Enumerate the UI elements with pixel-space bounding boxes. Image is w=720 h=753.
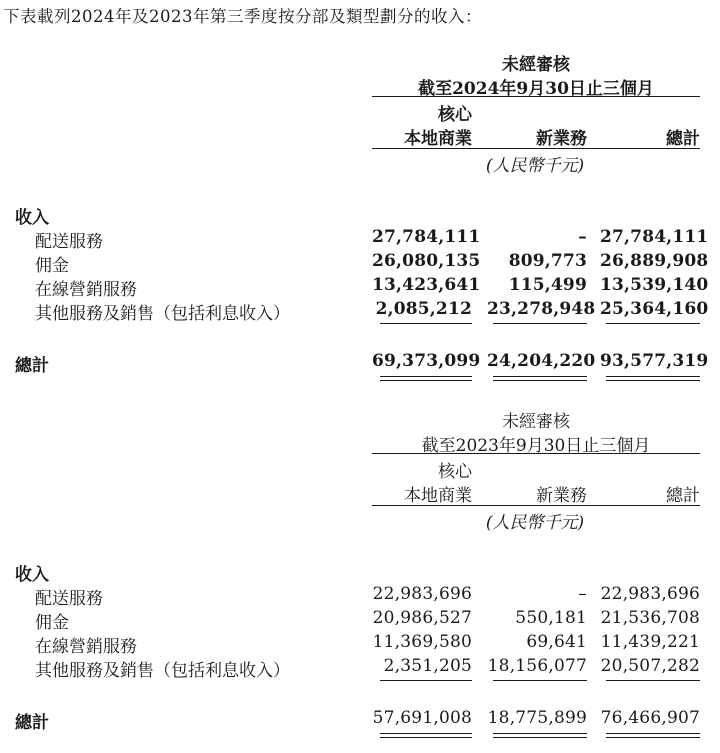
subtotal-rule-core: [380, 323, 472, 324]
cell-core: 27,784,111: [372, 227, 481, 247]
cell-new: 550,181: [515, 608, 587, 628]
unit-label: (人民幣千元): [485, 513, 585, 533]
cell-new: 23,278,948: [487, 299, 596, 319]
subtotal-rule-total: [606, 680, 700, 681]
audit-label: 未經審核: [502, 412, 570, 432]
double-rule-core: [380, 376, 472, 381]
double-rule-new: [493, 376, 587, 381]
total-new: 24,204,220: [487, 351, 596, 371]
cell-total: 25,364,160: [600, 299, 709, 319]
cell-total: 13,539,140: [600, 275, 709, 295]
cell-new: 115,499: [508, 275, 587, 295]
col-new-business: 新業務: [536, 486, 587, 506]
col-new-business: 新業務: [536, 129, 587, 149]
double-rule-core: [380, 733, 472, 738]
col-core-line1: 核心: [438, 462, 472, 482]
row-label: 其他服務及銷售（包括利息收入）: [35, 304, 290, 324]
total-label: 總計: [15, 713, 49, 733]
cell-new: 69,641: [526, 632, 587, 652]
cell-core: 11,369,580: [372, 632, 472, 652]
cell-core: 26,080,135: [372, 251, 481, 271]
total-label: 總計: [15, 356, 49, 376]
total-total: 76,466,907: [600, 708, 700, 728]
total-core: 69,373,099: [372, 351, 481, 371]
header-rule: [372, 453, 700, 454]
section-revenue: 收入: [15, 208, 49, 228]
total-core: 57,691,008: [372, 708, 472, 728]
double-rule-total: [606, 376, 700, 381]
col-total: 總計: [666, 486, 700, 506]
cell-total: 11,439,221: [600, 632, 700, 652]
row-label: 配送服務: [35, 589, 103, 609]
row-label: 在線營銷服務: [35, 637, 137, 657]
row-label: 配送服務: [35, 232, 103, 252]
cell-total: 26,889,908: [600, 251, 709, 271]
cell-core: 13,423,641: [372, 275, 481, 295]
double-rule-new: [493, 733, 587, 738]
total-total: 93,577,319: [600, 351, 709, 371]
cell-new: 18,156,077: [487, 656, 587, 676]
double-rule-total: [606, 733, 700, 738]
total-new: 18,775,899: [487, 708, 587, 728]
subtotal-rule-core: [380, 680, 472, 681]
unit-label: (人民幣千元): [485, 156, 585, 176]
row-label: 其他服務及銷售（包括利息收入）: [35, 661, 290, 681]
cell-core: 20,986,527: [372, 608, 472, 628]
colhead-rule: [372, 505, 700, 506]
cell-total: 27,784,111: [600, 227, 709, 247]
section-revenue: 收入: [15, 565, 49, 585]
col-total: 總計: [666, 129, 700, 149]
cell-core: 2,085,212: [375, 299, 472, 319]
col-core-line2: 本地商業: [404, 129, 472, 149]
cell-core: 22,983,696: [372, 584, 472, 604]
subtotal-rule-new: [493, 323, 587, 324]
cell-new: –: [578, 227, 587, 247]
cell-total: 20,507,282: [600, 656, 700, 676]
period-label: 截至2023年9月30日止三個月: [421, 436, 651, 456]
row-label: 佣金: [35, 256, 69, 276]
cell-core: 2,351,205: [383, 656, 472, 676]
cell-new: –: [578, 584, 587, 604]
colhead-rule: [372, 148, 700, 149]
period-label: 截至2024年9月30日止三個月: [418, 79, 654, 99]
intro-text: 下表載列2024年及2023年第三季度按分部及類型劃分的收入：: [3, 7, 482, 26]
col-core-line2: 本地商業: [404, 486, 472, 506]
subtotal-rule-new: [493, 680, 587, 681]
cell-total: 21,536,708: [600, 608, 700, 628]
audit-label: 未經審核: [502, 55, 570, 75]
col-core-line1: 核心: [438, 105, 472, 125]
header-rule: [372, 96, 700, 97]
cell-total: 22,983,696: [600, 584, 700, 604]
row-label: 佣金: [35, 613, 69, 633]
cell-new: 809,773: [508, 251, 587, 271]
subtotal-rule-total: [606, 323, 700, 324]
row-label: 在線營銷服務: [35, 280, 137, 300]
